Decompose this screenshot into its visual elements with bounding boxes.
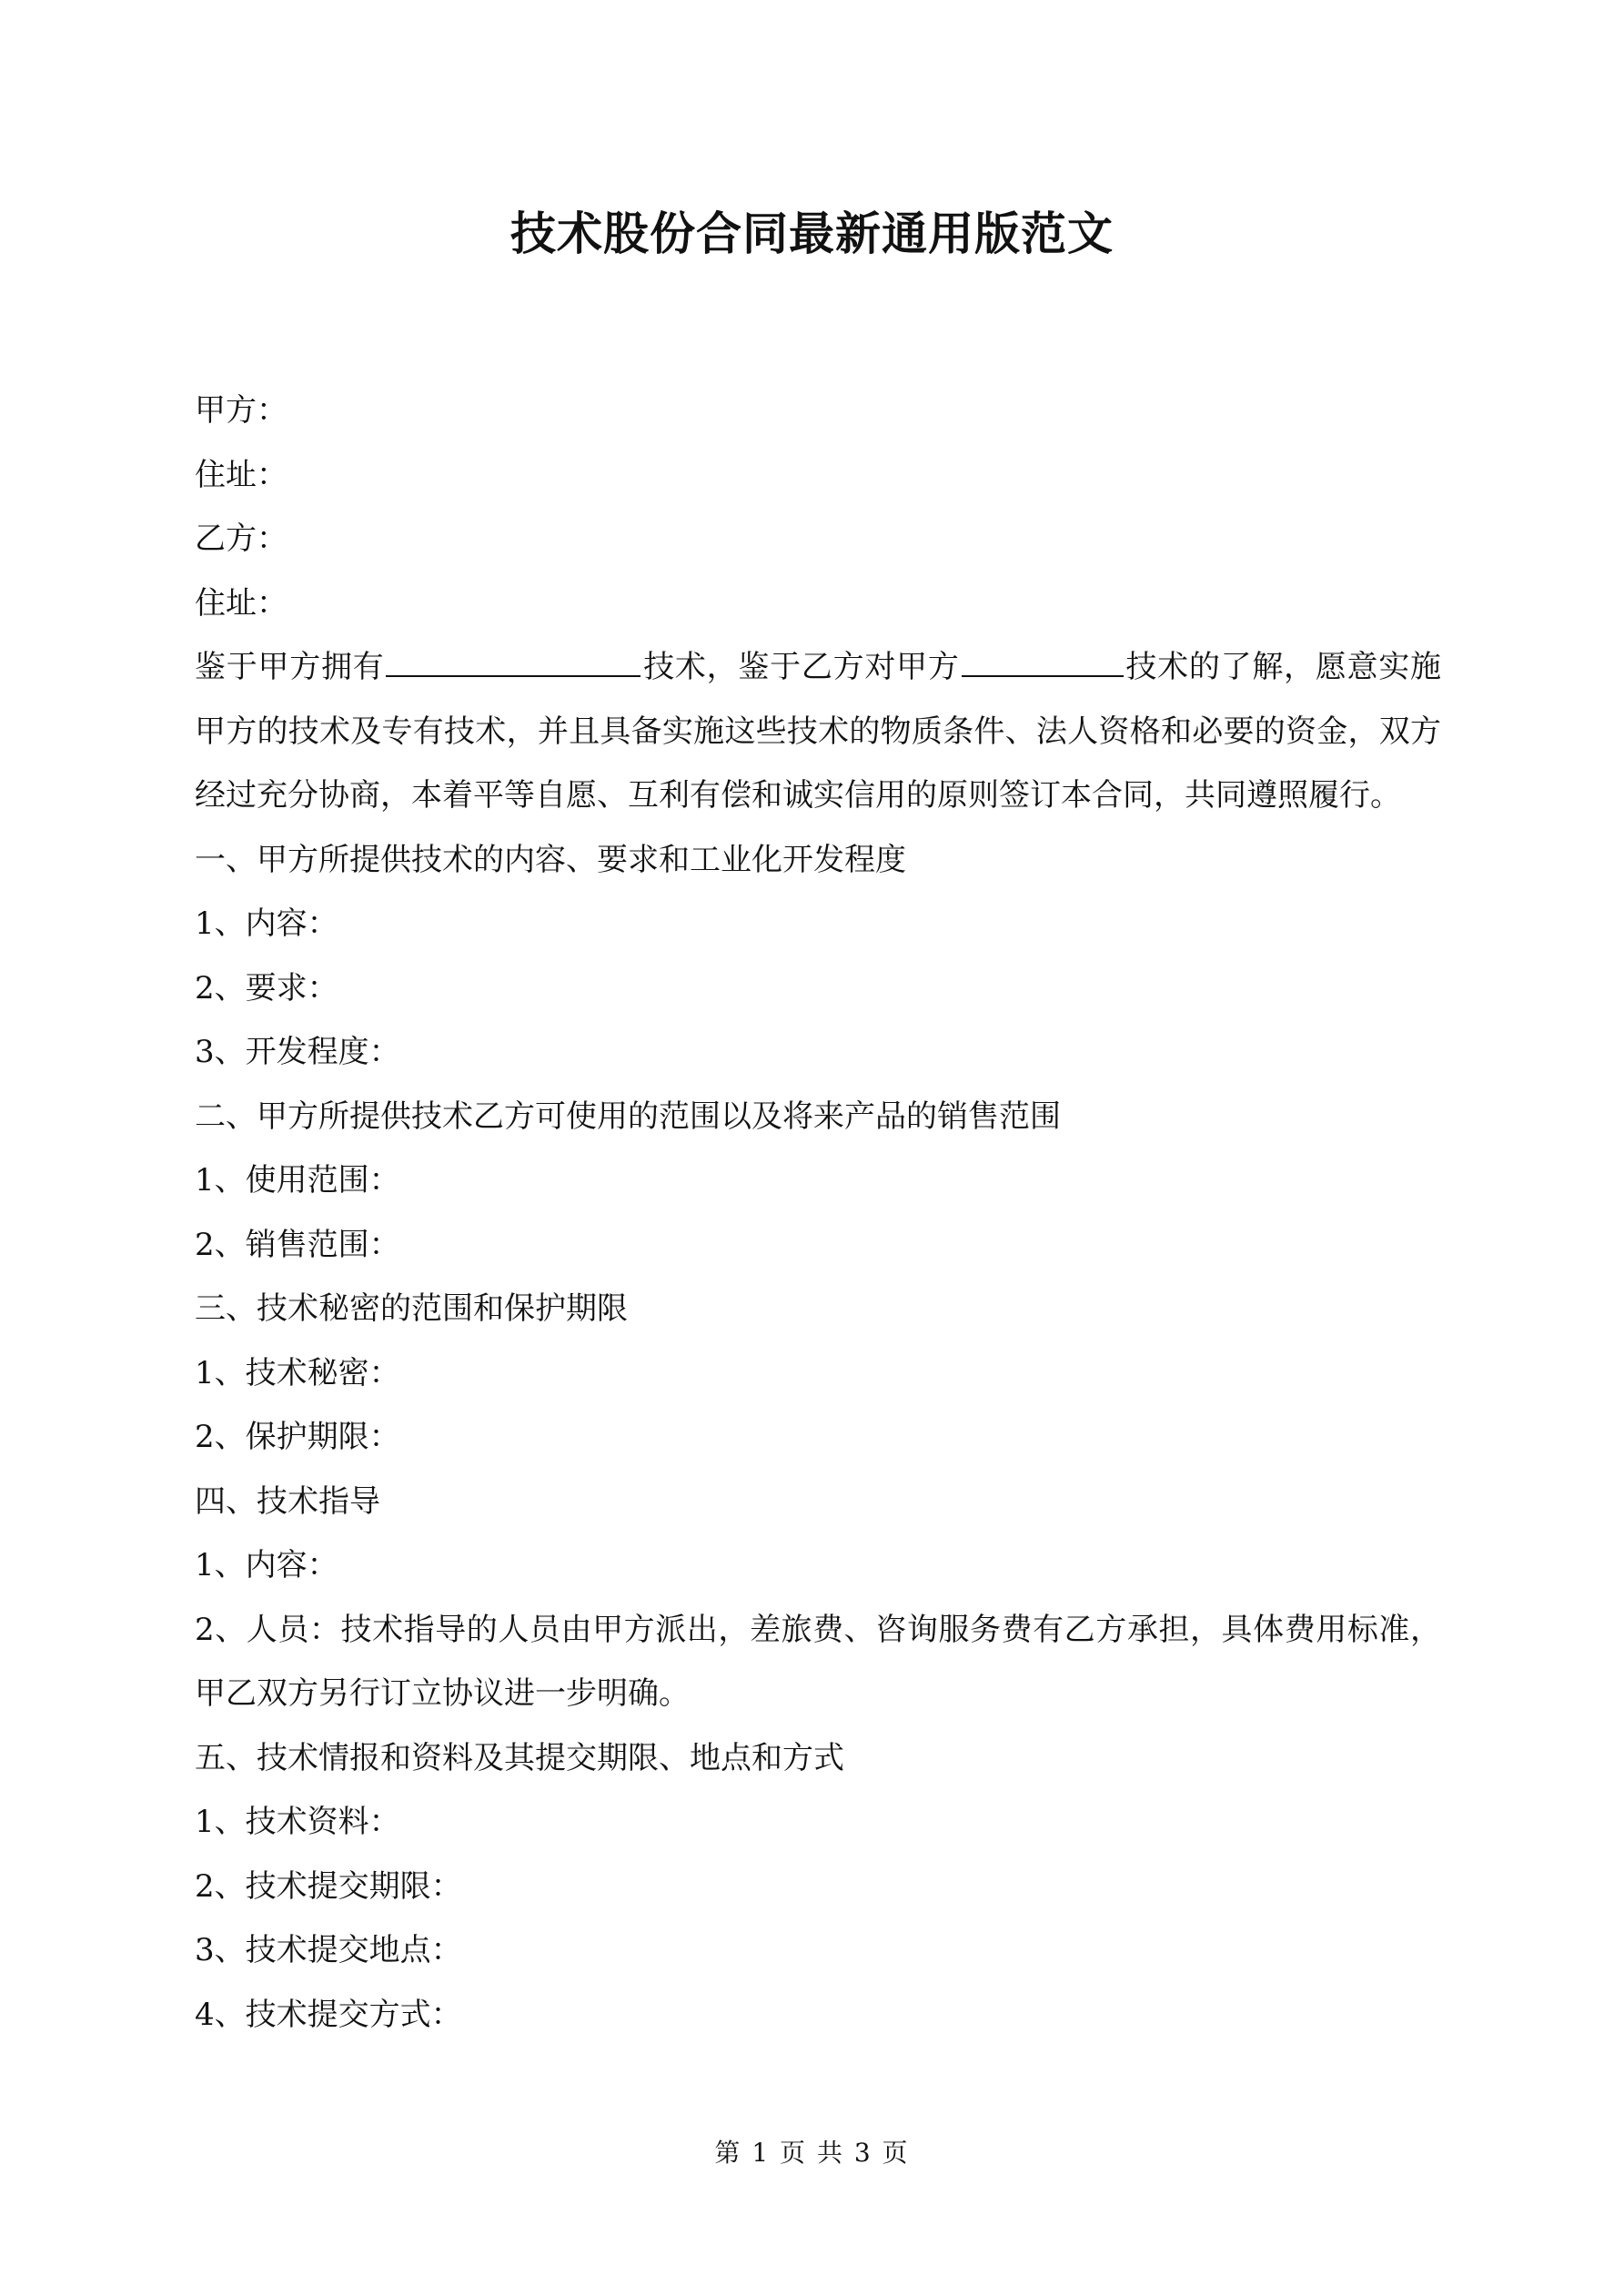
section-heading: 四、技术指导 <box>195 1482 380 1520</box>
section-item: 3、技术提交地点： <box>195 1932 462 1968</box>
party-b-line: 乙方： <box>195 521 287 557</box>
section-heading: 一、甲方所提供技术的内容、要求和工业化开发程度 <box>195 841 906 878</box>
section-item: 2、技术提交期限： <box>195 1867 462 1905</box>
party-a-line: 甲方： <box>195 392 287 429</box>
technology-name-blank <box>386 648 641 677</box>
party-a-address-line: 住址： <box>195 456 287 493</box>
intro-part-2: 技术，鉴于乙方对甲方 <box>642 649 960 685</box>
document-title: 技术股份合同最新通用版范文 <box>510 207 1114 260</box>
document-body <box>195 379 1441 2047</box>
section-heading: 三、技术秘密的范围和保护期限 <box>195 1290 628 1327</box>
section-item: 1、技术秘密： <box>195 1354 400 1391</box>
section-item: 1、内容： <box>195 1547 338 1583</box>
section-item: 4、技术提交方式： <box>195 1996 462 2033</box>
guidance-personnel-paragraph: 2、人员：技术指导的人员由甲方派出，差旅费、咨询服务费有乙方承担，具体费用标准，甲乙双方另行订立协议进一步明确。 <box>195 1611 1441 1712</box>
section-item: 1、使用范围： <box>195 1162 400 1199</box>
intro-part-1: 鉴于甲方拥有 <box>195 649 385 685</box>
page-number-footer: 第 1 页 共 3 页 <box>714 2138 910 2168</box>
section-heading: 二、甲方所提供技术乙方可使用的范围以及将来产品的销售范围 <box>195 1097 1061 1135</box>
intro-part-3: 技术的了解，愿意实施甲方的技术及专有技术，并且具备实施这些技术的物质条件、法人资格和必要的资金，双方经过充分协商，本着平等自愿、互利有偿和诚实信用的原则签订本合同，共同遵照履行。 <box>195 649 1442 814</box>
section-item: 3、开发程度： <box>195 1034 400 1070</box>
section-item: 1、技术资料： <box>195 1804 400 1840</box>
party-b-address-line: 住址： <box>195 584 287 622</box>
section-item: 2、保护期限： <box>195 1419 400 1455</box>
section-heading: 五、技术情报和资料及其提交期限、地点和方式 <box>195 1739 844 1776</box>
section-item: 1、内容： <box>195 905 338 942</box>
section-item: 2、销售范围： <box>195 1226 400 1263</box>
technology-name-blank-2 <box>962 648 1124 677</box>
section-item: 2、要求： <box>195 969 338 1006</box>
intro-paragraph <box>195 635 1441 828</box>
